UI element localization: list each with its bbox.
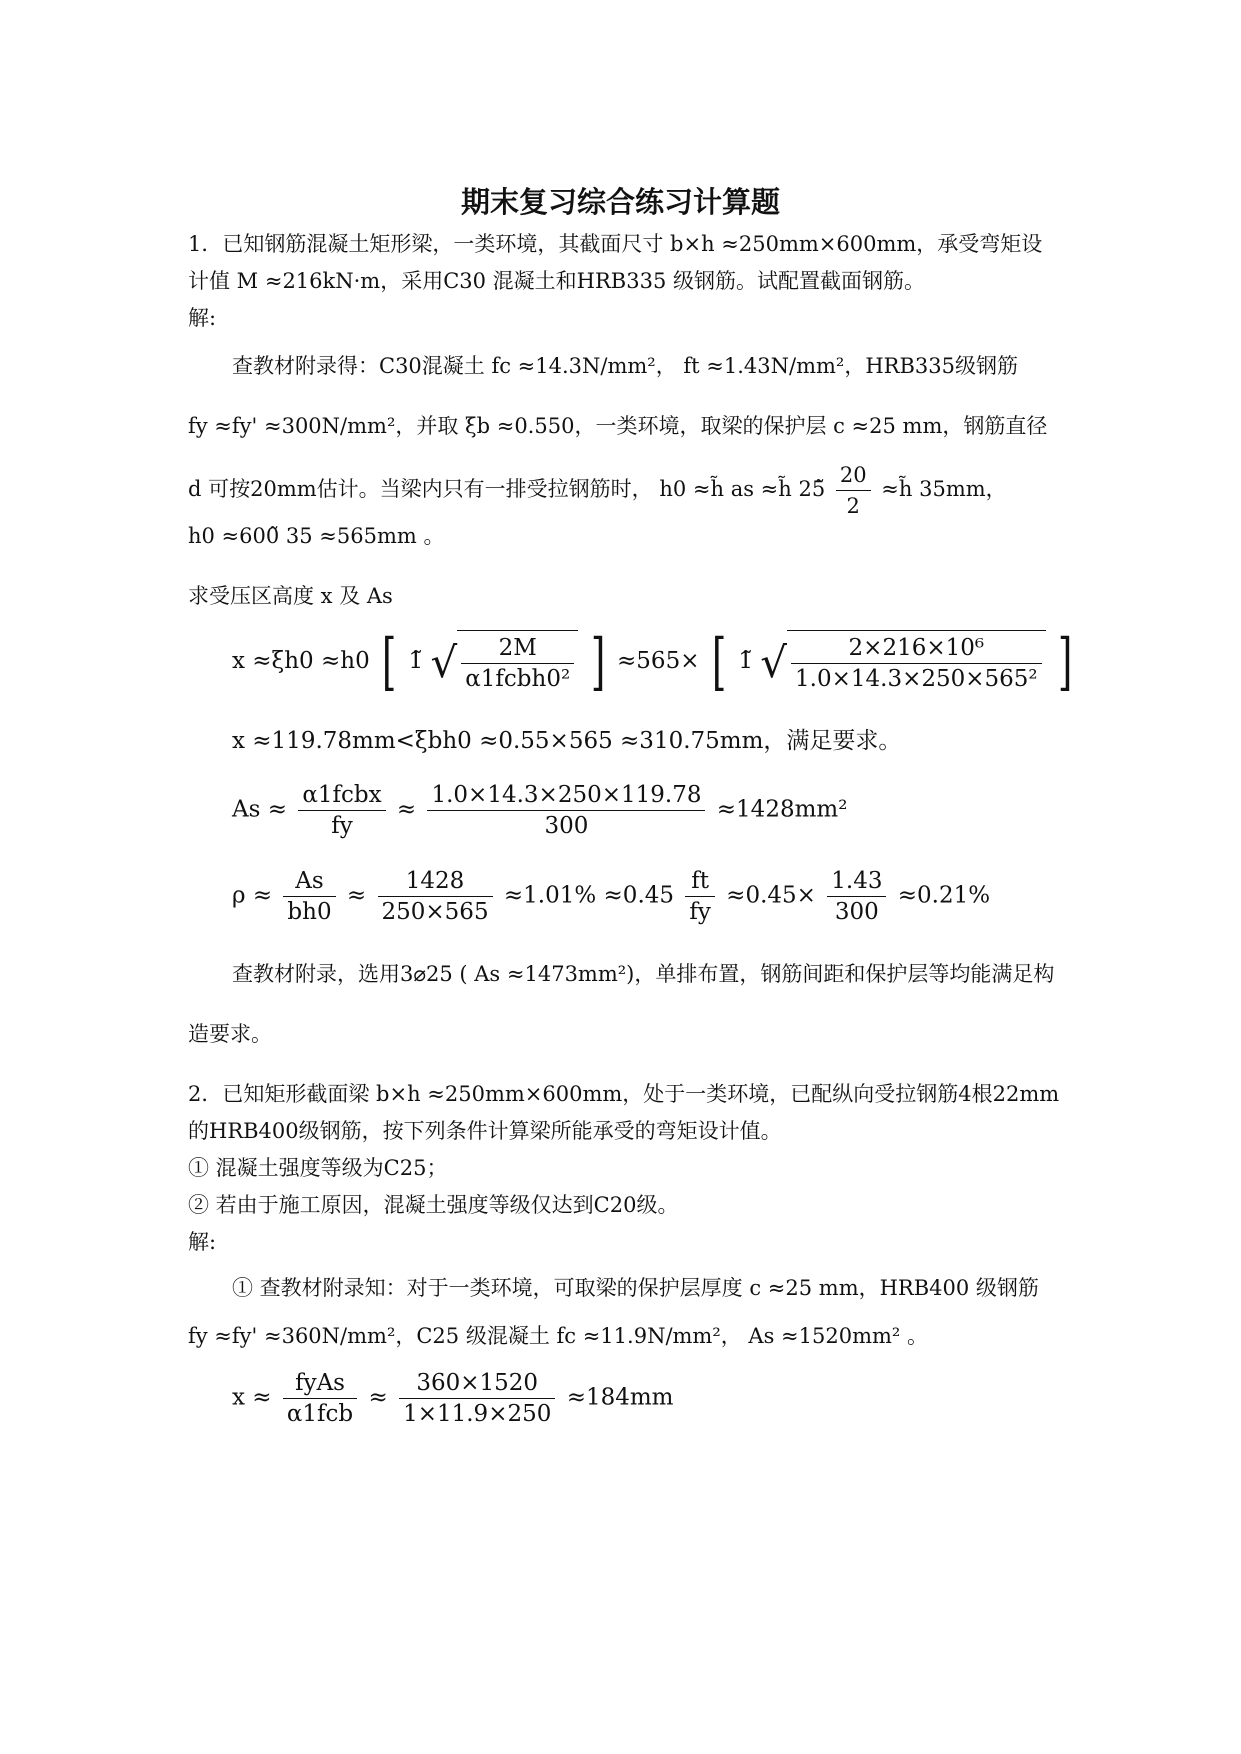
- page-title: 期末复习综合练习计算题: [460, 185, 780, 219]
- q1-formula-rho-right: ≈0.21%: [897, 882, 991, 909]
- q1-step-5: 求受压区高度 x 及 As: [188, 584, 393, 608]
- q1-formula-rho-num-4: 1.43: [827, 866, 886, 897]
- q1-step-1: 查教材附录得：C30混凝土 fc ≈14.3N/mm²， ft ≈1.43N/mm²，HRB335级钢筋: [232, 354, 1018, 378]
- q2-formula-x-den-2: 1×11.9×250: [403, 1401, 552, 1427]
- q1-step-2: fy ≈fy' ≈300N/mm²，并取 ξb ≈0.550，一类环境，取梁的保护层 c ≈25 mm，钢筋直径: [188, 414, 1048, 438]
- q1-formula-as-num-2: 1.0×14.3×250×119.78: [427, 780, 705, 811]
- q2-line-2: 的HRB400级钢筋，按下列条件计算梁所能承受的弯矩设计值。: [188, 1119, 782, 1143]
- q1-step-3b: ≈h̃ 35mm，: [881, 477, 1007, 501]
- q1-formula-x: [232, 625, 1077, 698]
- q2-formula-x-num-1: fyAs: [283, 1368, 357, 1399]
- q1-step-3-num: 20: [836, 460, 871, 491]
- q2-formula-x-left: x ≈: [232, 1384, 272, 1411]
- q1-formula-x-sqrt-2: [787, 630, 1046, 694]
- q2-formula-x-num-2: 360×1520: [399, 1368, 555, 1399]
- q1-formula-rho-num-1: As: [283, 866, 335, 897]
- q1-formula-as-den-1: fy: [331, 813, 353, 839]
- bracket-open-2: [: [711, 625, 727, 698]
- bracket-close: ]: [590, 625, 605, 698]
- q2-step-2: fy ≈fy' ≈360N/mm²，C25 级混凝土 fc ≈11.9N/mm²， As ≈1520mm² 。: [188, 1324, 929, 1348]
- q2-line-1: 2．已知矩形截面梁 b×h ≈250mm×600mm，处于一类环境，已配纵向受拉钢筋4根22mm: [188, 1082, 1060, 1106]
- q1-formula-check: x ≈119.78mm<ξbh0 ≈0.55×565 ≈310.75mm，满足要求。: [232, 728, 902, 754]
- radical-icon: √: [430, 637, 458, 687]
- q1-step-3a: d 可按20mm估计。当梁内只有一排受拉钢筋时， h0 ≈h̃ as ≈h̃ 25̃: [188, 477, 826, 501]
- q1-formula-as-right: ≈1428mm²: [716, 796, 848, 823]
- q1-line-2: 计值 M ≈216kN·m，采用C30 混凝土和HRB335 级钢筋。试配置截面钢筋。: [188, 269, 925, 293]
- q1-step-3-fraction: [836, 460, 871, 521]
- q1-formula-rho-den-3: fy: [689, 899, 711, 925]
- q1-formula-rho-mid: ≈1.01% ≈0.45: [503, 882, 675, 909]
- q2-formula-x-right: ≈184mm: [566, 1384, 674, 1411]
- q1-formula-as-den-2: 300: [544, 813, 589, 839]
- q1-formula-rho-den-4: 300: [834, 899, 879, 925]
- q1-conclusion-1: 查教材附录，选用3⌀25 ( As ≈1473mm²)，单排布置，钢筋间距和保护层等均能满足构: [232, 962, 1055, 986]
- q1-conclusion-2: 造要求。: [188, 1022, 272, 1046]
- q1-step-3: [188, 460, 1058, 521]
- q1-formula-rho-den-1: bh0: [287, 899, 332, 925]
- bracket-open: [: [381, 625, 397, 698]
- q1-formula-x-den-1: α1fcbh0²: [465, 666, 571, 692]
- q2-solution-label: 解:: [188, 1230, 217, 1254]
- q2-option-2: ② 若由于施工原因，混凝土强度等级仅达到C20级。: [188, 1193, 679, 1217]
- q1-step-3-den: 2: [846, 494, 860, 518]
- q1-formula-x-one-1: 1̃: [408, 648, 424, 674]
- q1-formula-x-num-1: 2M: [461, 633, 574, 664]
- q2-option-1: ① 混凝土强度等级为C25；: [188, 1156, 448, 1180]
- q1-formula-rho-num-2: 1428: [378, 866, 493, 897]
- q1-solution-label: 解:: [188, 306, 217, 330]
- q1-line-1: 1．已知钢筋混凝土矩形梁，一类环境，其截面尺寸 b×h ≈250mm×600mm，承受弯矩设: [188, 232, 1043, 256]
- q1-formula-x-num-2: 2×216×10⁶: [791, 633, 1042, 664]
- q1-formula-rho: ρ ≈ $\frac{As}{bh0}$ ≈ $\frac{1428}{250\times 565}$ ≈1.01% ≈0.45 $\frac{ft}{fy}$ ≈0.45× $\frac{1.43}{300}$ ≈0.21%: [232, 868, 991, 925]
- q1-formula-x-den-2: 1.0×14.3×250×565²: [795, 666, 1038, 692]
- q1-formula-x-one-2: 1̃: [738, 648, 753, 674]
- q1-formula-as-left: As ≈: [232, 796, 287, 823]
- q1-formula-rho-num-3: ft: [685, 866, 715, 897]
- bracket-close-2: ]: [1057, 625, 1073, 698]
- q1-step-4: h0 ≈600̃ 35 ≈565mm 。: [188, 524, 445, 548]
- q1-formula-x-left: x ≈ξh0 ≈h0: [232, 648, 370, 674]
- q1-formula-as: As ≈ $\frac{\text{α1fcbx}}{fy}$ ≈ $\frac{1.0\times 14.3\times 250\times 119.78}{300}$ ≈1428mm²: [232, 782, 848, 839]
- q1-formula-rho-left: ρ ≈: [232, 882, 273, 909]
- q1-formula-rho-den-2: 250×565: [381, 899, 489, 925]
- q1-formula-x-sqrt-1: [457, 630, 578, 694]
- q1-formula-as-num-1: α1fcbx: [298, 780, 385, 811]
- q2-formula-x-den-1: α1fcb: [286, 1401, 354, 1427]
- q2-formula-x: x ≈ $\frac{\text{fyAs}}{\text{α1fcb}}$ ≈ $\frac{360\times 1520}{1\times 11.9\times 250}$ ≈184mm: [232, 1370, 674, 1427]
- q1-formula-rho-mid-2: ≈0.45×: [726, 882, 816, 909]
- q1-formula-x-mid: ≈565×: [617, 648, 700, 674]
- radical-icon-2: √: [760, 637, 788, 687]
- q2-step-1: ① 查教材附录知：对于一类环境，可取梁的保护层厚度 c ≈25 mm，HRB400 级钢筋: [232, 1276, 1039, 1300]
